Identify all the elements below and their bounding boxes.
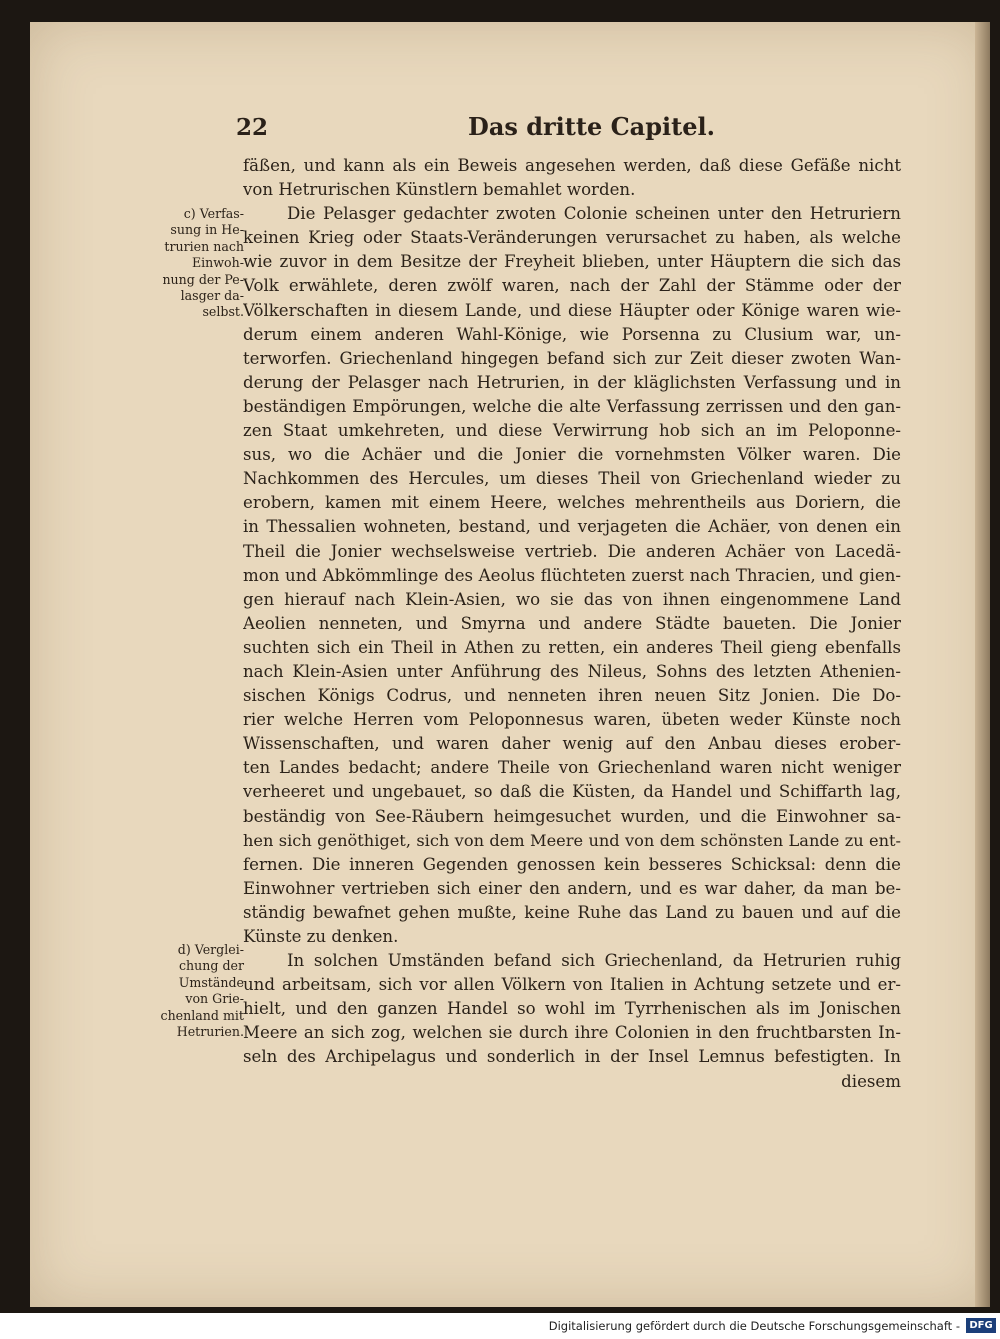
marginal-line: trurien nach: [164, 238, 244, 254]
text-line: ständig bewafnet gehen mußte, keine Ruhe das Land zu bauen und auf die: [243, 902, 901, 922]
marginal-line: d) Verglei-: [177, 942, 244, 957]
text-line: fäßen, und kann als ein Beweis angesehen werden, daß diese Gefäße nicht: [243, 156, 901, 175]
marginal-line: sung in He-: [170, 222, 244, 238]
text-line: mon und Abkömmlinge des Aeolus flüchteten zuerst nach Thracien, und gien-: [243, 565, 901, 585]
marginal-line: Einwoh-: [191, 255, 244, 271]
text-line: wie zuvor in dem Besitze der Freyheit blieben, unter Häuptern die sich das: [243, 252, 901, 272]
text-line: terworfen. Griechenland hingegen befand sich zur Zeit dieser zwoten Wan-: [243, 348, 901, 368]
text-line: derung der Pelasger nach Hetrurien, in der kläglichsten Verfassung und in: [243, 372, 901, 392]
text-line: rier welche Herren vom Peloponnesus waren, übeten weder Künste noch: [243, 710, 901, 730]
text-line: sus, wo die Achäer und die Jonier die vornehmsten Völker waren. Die: [243, 445, 901, 465]
text-line: Wissenschaften, und waren daher wenig auf den Anbau dieses erober-: [243, 734, 901, 754]
text-line: seln des Archipelagus und sonderlich in der Insel Lemnus befestigten. In: [243, 1047, 901, 1067]
text-line: Aeolien nenneten, und Smyrna und andere Städte baueten. Die Jonier: [243, 613, 901, 633]
text-line: beständigen Empörungen, welche die alte Verfassung zerrissen und den gan-: [243, 396, 901, 416]
text-line: zen Staat umkehreten, und diese Verwirrung hob sich an im Peloponne-: [243, 421, 901, 441]
text-line: fernen. Die inneren Gegenden genossen kein besseres Schicksal: denn die: [243, 854, 901, 874]
dfg-logo: DFG: [966, 1318, 996, 1333]
footer-bar: [0, 1313, 1000, 1339]
marginal-line: Hetrurien.: [176, 1024, 244, 1040]
page-number: 22: [236, 114, 269, 141]
funding-notice: Digitalisierung gefördert durch die Deutsche Forschungsgemeinschaft -: [548, 1319, 960, 1333]
text-line: Theil die Jonier wechselsweise vertrieb. Die anderen Achäer von Lacedä-: [243, 541, 901, 561]
text-line: beständig von See-Räubern heimgesuchet wurden, und die Einwohner sa-: [243, 806, 901, 826]
text-line: Volk erwählete, deren zwölf waren, nach der Zahl der Stämme oder der: [243, 276, 901, 296]
text-line: sischen Königs Codrus, und nenneten ihren neuen Sitz Jonien. Die Do-: [243, 686, 901, 706]
text-line: hen sich genöthiget, sich von dem Meere und von dem schönsten Lande zu ent-: [243, 830, 901, 850]
text-line: verheeret und ungebauet, so daß die Küsten, da Handel und Schiffarth lag,: [243, 782, 901, 802]
catchword: diesem: [841, 1071, 901, 1091]
page-edge: [975, 22, 990, 1307]
text-line: von Hetrurischen Künstlern bemahlet worden.: [243, 180, 636, 200]
text-line: Künste zu denken.: [243, 927, 399, 946]
marginal-line: Umstände: [178, 974, 244, 990]
text-line: Einwohner vertrieben sich einer den andern, und es war daher, da man be-: [243, 878, 901, 898]
marginal-line: nung der Pe-: [162, 271, 244, 287]
text-line: Nachkommen des Hercules, um dieses Theil von Griechenland wieder zu: [243, 469, 901, 489]
text-line: hielt, und den ganzen Handel so wohl im Tyrrhenischen als im Jonischen: [243, 999, 901, 1019]
text-line: gen hierauf nach Klein-Asien, wo sie das von ihnen eingenommene Land: [243, 589, 901, 609]
text-line: ten Landes bedacht; andere Theile von Griechenland waren nicht weniger: [243, 758, 901, 778]
marginal-line: c) Verfas-: [183, 206, 244, 221]
text-line: in Thessalien wohneten, bestand, und verjageten die Achäer, von denen ein: [243, 517, 901, 537]
page-header: [236, 110, 900, 144]
body-text: [243, 154, 901, 1094]
text-line: erobern, kamen mit einem Heere, welches mehrentheils aus Doriern, die: [243, 493, 901, 513]
running-head: Das dritte Capitel.: [468, 112, 715, 141]
marginal-note-c: [132, 206, 244, 321]
text-line: suchten sich ein Theil in Athen zu retten, ein anderes Theil gieng ebenfalls: [243, 637, 901, 657]
text-line: keinen Krieg oder Staats-Veränderungen verursachet zu haben, als welche: [243, 228, 901, 248]
text-line: Meere an sich zog, welchen sie durch ihre Colonien in den fruchtbarsten In-: [243, 1023, 901, 1043]
text-line: Die Pelasger gedachter zwoten Colonie scheinen unter den Hetruriern: [287, 204, 901, 224]
marginal-note-d: [132, 942, 244, 1040]
text-line: In solchen Umständen befand sich Griechenland, da Hetrurien ruhig: [287, 951, 901, 971]
text-line: nach Klein-Asien unter Anführung des Nileus, Sohns des letzten Athenien-: [243, 661, 901, 681]
text-line: und arbeitsam, sich vor allen Völkern von Italien in Achtung setzete und er-: [243, 975, 901, 995]
marginal-line: von Grie-: [185, 991, 244, 1007]
marginal-line: chung der: [179, 958, 244, 974]
marginal-line: chenland mit: [160, 1007, 244, 1023]
text-line: Völkerschaften in diesem Lande, und diese Häupter oder Könige waren wie-: [243, 300, 901, 320]
text-line: derum einem anderen Wahl-Könige, wie Porsenna zu Clusium war, un-: [243, 324, 901, 344]
marginal-line: selbst.: [202, 304, 244, 320]
marginal-line: lasger da-: [180, 288, 244, 304]
